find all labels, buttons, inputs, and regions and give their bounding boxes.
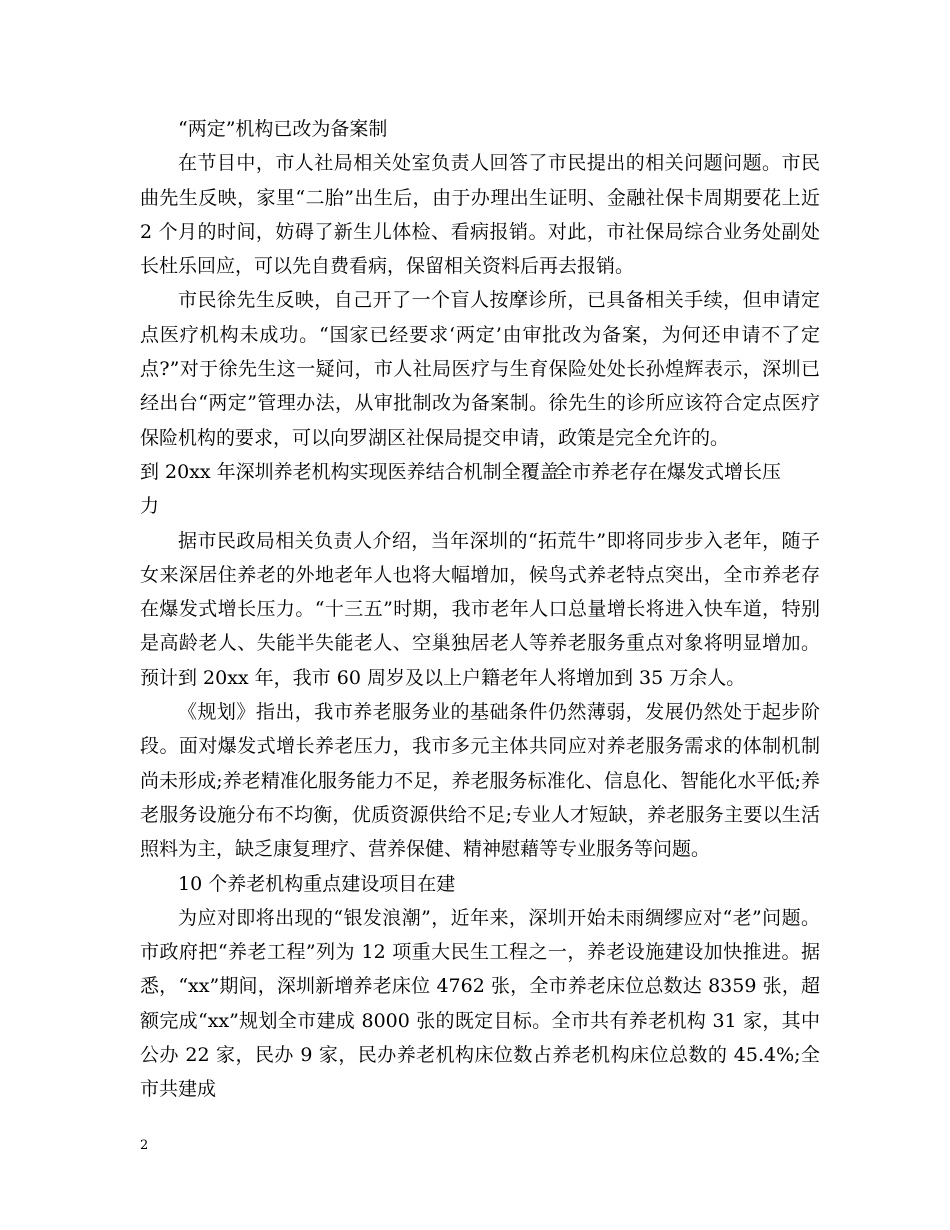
headline-medical-care: 到 20xx 年深圳养老机构实现医养结合机制全覆盖 (140, 460, 559, 483)
headline-row (140, 455, 820, 489)
paragraph-aging-population: 据市民政局相关负责人介绍，当年深圳的“拓荒牛”即将同步步入老年，随子女来深居住养老的外地老年人也将大幅增加，候鸟式养老特点突出，全市养老存在爆发式增长压力。“十三五”时期，我市老年人口总量增长将进入快车道，特别是高龄老人、失能半失能老人、空巢独居老人等养老服务重点对象将明显增加。预计到 20xx 年，我市 60 周岁及以上户籍老年人将增加到 35 万余人。 (140, 529, 820, 689)
headline-pressure-wrap: 力 (140, 495, 160, 518)
section-heading-construction: 10 个养老机构重点建设项目在建 (178, 872, 456, 895)
document-body (140, 112, 820, 1107)
section-heading-two-fixed: “两定”机构已改为备案制 (178, 118, 388, 140)
headline-pressure: 全市养老存在爆发式增长压 (553, 460, 782, 483)
paragraph-massage-clinic: 市民徐先生反映，自己开了一个盲人按摩诊所，已具备相关手续，但申请定点医疗机构未成功。“国家已经要求‘两定’由审批改为备案，为何还申请不了定点?”对于徐先生这一疑问，市人社局医疗与生育保险处处长孙煌辉表示，深圳已经出台“两定”管理办法，从审批制改为备案制。徐先生的诊所应该符合定点医疗保险机构的要求，可以向罗湖区社保局提交申请，政策是完全允许的。 (140, 289, 820, 449)
page-number: 2 (140, 1138, 149, 1153)
paragraph-planning: 《规划》指出，我市养老服务业的基础条件仍然薄弱，发展仍然处于起步阶段。面对爆发式增长养老压力，我市多元主体共同应对养老服务需求的体制机制尚未形成;养老精准化服务能力不足，养老服务标准化、信息化、智能化水平低;养老服务设施分布不均衡，优质资源供给不足;专业人才短缺，养老服务主要以生活照料为主，缺乏康复理疗、营养保健、精神慰藉等专业服务等问题。 (140, 701, 820, 861)
paragraph-birth-certificate: 在节目中，市人社局相关处室负责人回答了市民提出的相关问题问题。市民曲先生反映，家里“二胎”出生后，由于办理出生证明、金融社保卡周期要花上近 2 个月的时间，妨碍了新生儿体检、看病报销。对此，市社保局综合业务处副处长杜乐回应，可以先自费看病，保留相关资料后再去报销。 (140, 152, 820, 278)
paragraph-silver-wave: 为应对即将出现的“银发浪潮”，近年来，深圳开始未雨绸缪应对“老”问题。市政府把“养老工程”列为 12 项重大民生工程之一，养老设施建设加快推进。据悉，“xx”期间，深圳新增养老床位 4762 张，全市养老床位总数达 8359 张，超额完成“xx”规划全市建成 8000 张的既定目标。全市共有养老机构 31 家，其中公办 22 家，民办 9 家，民办养老机构床位数占养老机构床位总数的 45.4%;全市共建成 (140, 906, 820, 1101)
